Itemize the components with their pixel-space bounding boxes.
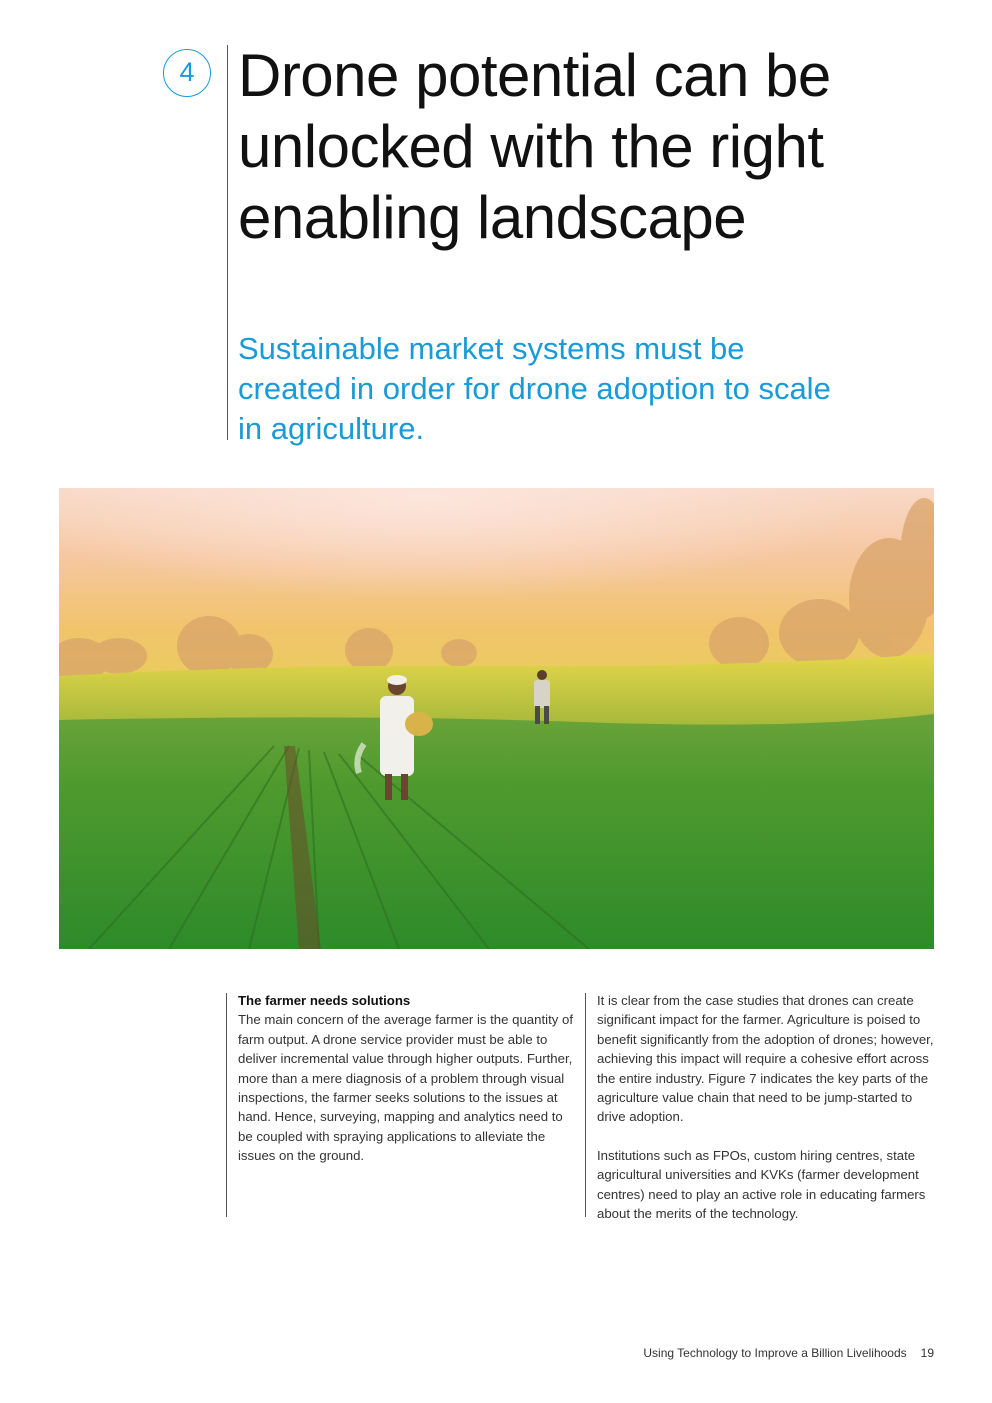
section-heading: The farmer needs solutions <box>238 993 411 1008</box>
title-divider <box>227 45 228 440</box>
page-subtitle: Sustainable market systems must be created in order for drone adoption to scale in agriculture. <box>238 331 831 446</box>
left-column <box>238 991 578 1166</box>
page-number: 19 <box>920 1346 934 1360</box>
right-column-paragraph-2: Institutions such as FPOs, custom hiring centres, state agricultural universities and KVKs (farmer development centres) need to play an active role in educating farmers about the merits of the technology. <box>597 1147 926 1222</box>
left-column-rule <box>226 993 227 1217</box>
page-title: Drone potential can be unlocked with the right enabling landscape <box>238 42 831 251</box>
page-footer <box>560 1346 934 1360</box>
chapter-number-badge: 4 <box>163 49 211 97</box>
footer-publication-title: Using Technology to Improve a Billion Livelihoods <box>643 1346 907 1360</box>
right-column-paragraph-1: It is clear from the case studies that drones can create significant impact for the farmer. Agriculture is poised to benefit significantly from the adoption of drones; however, achieving this impact will require a cohesive effort across the entire industry. Figure 7 indicates the key parts of the agriculture value chain that need to be jump-started to drive adoption. <box>597 993 934 1125</box>
left-column-body: The main concern of the average farmer is the quantity of farm output. A drone service provider must be able to deliver incremental value through higher outputs. Further, more than a mere diagnosis of a problem through visual inspections, the farmer seeks solutions to the issues at hand. Hence, surveying, mapping and analytics need to be coupled with spraying applications to alleviate the issues on the ground. <box>238 1012 573 1164</box>
right-column <box>597 991 937 1223</box>
right-column-rule <box>585 993 586 1217</box>
farm-field-photo <box>59 488 934 949</box>
